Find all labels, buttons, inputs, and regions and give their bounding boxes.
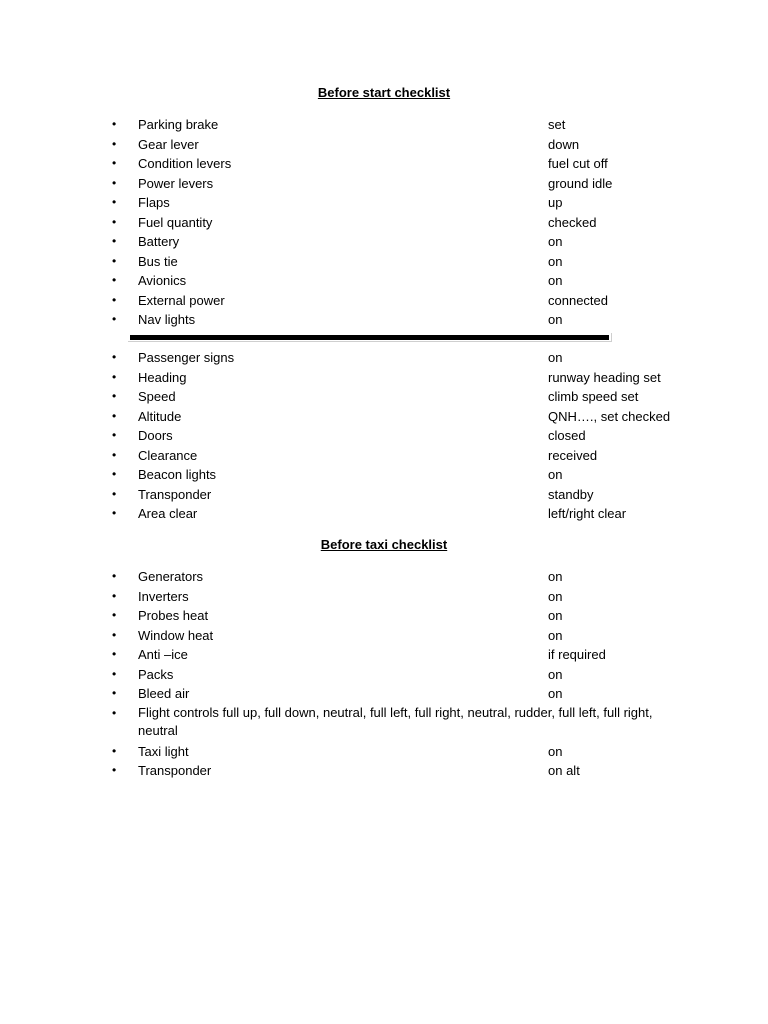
- bullet: •: [112, 175, 117, 190]
- item-label: Flaps: [138, 195, 170, 210]
- list-item: [108, 742, 708, 762]
- bullet: •: [112, 408, 117, 423]
- bullet: •: [112, 588, 117, 603]
- item-label: Flight controls full up, full down, neutral, full left, full right, neutral, rudder, full left, full right, neutral: [138, 704, 653, 738]
- item-value: received: [548, 447, 598, 463]
- bullet: •: [112, 273, 117, 287]
- item-value: on: [548, 273, 563, 288]
- item-label: Altitude: [138, 408, 182, 424]
- item-value: on: [548, 588, 563, 604]
- bullet: •: [112, 389, 117, 403]
- item-label: Packs: [138, 666, 174, 682]
- bullet: •: [112, 350, 117, 364]
- bullet: •: [112, 467, 117, 481]
- item-label: Window heat: [138, 627, 214, 643]
- list-item: [108, 684, 708, 704]
- item-label: Anti –ice: [138, 647, 188, 662]
- list-item: [108, 252, 708, 272]
- bullet: •: [112, 253, 117, 268]
- before-start-title: Before start checklist: [317, 85, 451, 100]
- item-value: standby: [548, 486, 594, 502]
- item-label: Probes heat: [138, 608, 209, 623]
- item-label: Transponder: [138, 486, 212, 502]
- item-label: External power: [138, 292, 225, 308]
- bullet: •: [112, 136, 117, 151]
- list-item: [108, 232, 708, 252]
- list-item: [108, 665, 708, 685]
- bullet: •: [112, 608, 117, 622]
- list-item: [108, 174, 708, 194]
- list-item: [108, 407, 708, 427]
- list-item: [108, 213, 708, 233]
- bullet: •: [112, 292, 117, 307]
- bullet: •: [112, 647, 117, 661]
- list-item: [108, 504, 708, 524]
- item-value: on: [548, 253, 563, 269]
- before-taxi-list: [108, 567, 708, 781]
- item-label: Speed: [138, 389, 176, 404]
- bullet: •: [112, 743, 117, 758]
- item-label: Doors: [138, 428, 173, 443]
- list-item: [108, 645, 708, 665]
- item-label: Bleed air: [138, 686, 190, 701]
- item-value: on: [548, 666, 563, 682]
- item-label: Heading: [138, 369, 187, 385]
- bullet: •: [112, 117, 117, 131]
- item-label: Passenger signs: [138, 350, 235, 365]
- item-value: on: [548, 627, 563, 643]
- item-value: down: [548, 136, 580, 152]
- list-item: [108, 606, 708, 626]
- bullet: •: [112, 447, 117, 462]
- horizontal-rule: [128, 333, 612, 342]
- bullet: •: [112, 763, 117, 777]
- item-value: on: [548, 467, 563, 482]
- bullet: •: [112, 506, 117, 520]
- item-value: QNH…., set checked: [548, 408, 671, 424]
- item-label: Beacon lights: [138, 467, 217, 482]
- item-value: on: [548, 743, 563, 759]
- item-value: on: [548, 350, 563, 365]
- item-value: on: [548, 686, 563, 701]
- item-value: fuel cut off: [548, 156, 608, 171]
- item-value: on: [548, 608, 563, 623]
- item-label: Parking brake: [138, 117, 219, 132]
- item-value: ground idle: [548, 175, 613, 191]
- bullet: •: [112, 569, 117, 583]
- bullet: •: [112, 666, 117, 681]
- list-item: [108, 465, 708, 485]
- item-value: on: [548, 312, 563, 327]
- list-item: [108, 485, 708, 505]
- item-label: Fuel quantity: [138, 214, 213, 230]
- list-item: [108, 193, 708, 213]
- list-item: [108, 626, 708, 646]
- list-item: [108, 446, 708, 466]
- item-label: Bus tie: [138, 253, 178, 269]
- list-item: [108, 387, 708, 407]
- item-value: on alt: [548, 763, 580, 778]
- item-label: Taxi light: [138, 743, 189, 759]
- bullet: •: [112, 486, 117, 501]
- bullet: •: [112, 234, 117, 248]
- bullet: •: [112, 312, 117, 326]
- list-item: [108, 761, 708, 781]
- item-value: closed: [548, 428, 586, 443]
- item-value: on: [548, 234, 563, 249]
- before-start-list-1: [108, 115, 708, 330]
- list-item: [108, 426, 708, 446]
- list-item: [108, 567, 708, 587]
- bullet: •: [112, 627, 117, 642]
- item-label: Area clear: [138, 506, 198, 521]
- item-label: Condition levers: [138, 156, 232, 171]
- item-label: Nav lights: [138, 312, 196, 327]
- item-value: set: [548, 117, 566, 132]
- list-item: [108, 271, 708, 291]
- list-item: [108, 291, 708, 311]
- bullet: •: [112, 214, 117, 229]
- item-label: Gear lever: [138, 136, 199, 152]
- item-label: Generators: [138, 569, 204, 584]
- item-value: if required: [548, 647, 606, 662]
- before-taxi-title: Before taxi checklist: [320, 537, 448, 552]
- list-item: [108, 135, 708, 155]
- list-item: [108, 348, 708, 368]
- list-item: [108, 310, 708, 330]
- item-value: runway heading set: [548, 369, 661, 385]
- item-value: left/right clear: [548, 506, 627, 521]
- before-start-list-2: [108, 348, 708, 524]
- item-label: Clearance: [138, 447, 198, 463]
- bullet: •: [112, 156, 117, 170]
- bullet: •: [112, 369, 117, 384]
- item-label: Battery: [138, 234, 180, 249]
- list-item-flight-controls: [108, 704, 708, 742]
- list-item: [108, 154, 708, 174]
- item-label: Avionics: [138, 273, 187, 288]
- list-item: [108, 115, 708, 135]
- list-item: [108, 368, 708, 388]
- item-value: climb speed set: [548, 389, 639, 404]
- item-label: Transponder: [138, 763, 212, 778]
- list-item: [108, 587, 708, 607]
- item-label: Power levers: [138, 175, 214, 191]
- bullet: •: [112, 195, 117, 209]
- item-value: checked: [548, 214, 597, 230]
- item-value: connected: [548, 292, 608, 308]
- item-value: on: [548, 569, 563, 584]
- bullet: •: [112, 705, 117, 720]
- bullet: •: [112, 428, 117, 442]
- bullet: •: [112, 686, 117, 700]
- item-label: Inverters: [138, 588, 189, 604]
- item-value: up: [548, 195, 563, 210]
